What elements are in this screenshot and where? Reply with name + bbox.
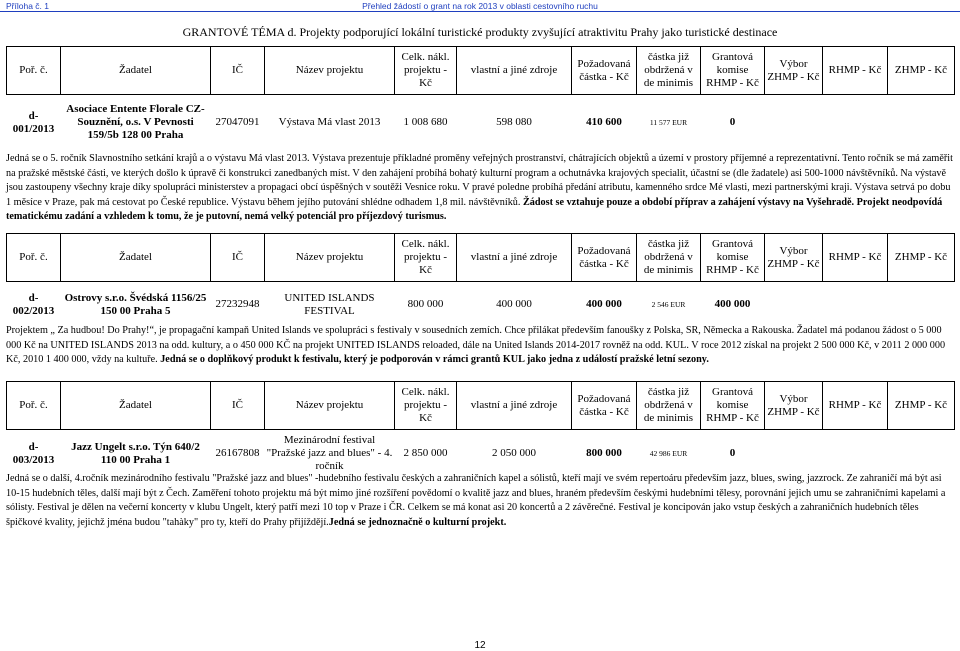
project-description [6, 324, 956, 368]
own-sources: 2 050 000 [492, 447, 536, 460]
col-header-pozadovana: Požadovaná částka - Kč [572, 234, 637, 282]
de-minimis-amount: 11 577 EUR [649, 118, 688, 128]
description-conclusion: Jedná se jednoznačně o kulturní projekt. [328, 516, 507, 528]
col-header-zadatel: Žadatel [61, 47, 211, 95]
zhmp-amount [888, 282, 955, 328]
table-row [7, 282, 955, 328]
project-description [6, 472, 956, 530]
col-header-rhmp: RHMP - Kč [823, 234, 888, 282]
rhmp-amount [823, 430, 888, 478]
col-header-ic: IČ [211, 382, 265, 430]
header-row [7, 47, 955, 95]
applicant: Ostrovy s.r.o. Švédská 1156/25 150 00 Praha 5 [64, 291, 207, 317]
col-header-ic: IČ [211, 47, 265, 95]
rhmp-amount [823, 282, 888, 328]
project-number: d-002/2013 [12, 291, 55, 317]
own-sources: 598 080 [496, 116, 532, 129]
description-text: Jedná se o další, 4.ročník mezinárodního festivalu "Pražské jazz and blues" -hudebního festivalu českých a zahraničních kapel a sólistů, kteří mají ve svém repertoáru především jazz, blues, swing, jazzrock. Ze zahraničí má být asi 10-15 hudebních těles, další mají být z Čech. Zaměření tohoto projektu má být mimo jiné rozšíření povědomí o kvalitě jazz and blues, hraném především českými hudebními tělesy, porovnání jejich umu se zahraničními kapelami a sólisty. Festival je dělen na večerní koncerty v klubu Ungelt, který patří mezi 10 top v Praze i ČR. Celkem se má konat asi 20 koncertů a 2 závěrečné. Festival je koncipován jako vstup českých a zahraničních hudebních těles špičkové kvality, jejichž jména budou "tahàky" pro ty, kteří do Prahy přijíždějí. [6, 473, 946, 528]
requested-amount: 400 000 [586, 298, 622, 311]
zhmp-amount [888, 95, 955, 151]
description-conclusion: Žádost se vztahuje pouze a období příprav a zahájení výstavy na Vyšehradě. Projekt neodpovídá tematickému zadání a vzhledem k tomu, že je putovní, nemá velký potenciál pro příjezdový turismus. [6, 196, 943, 222]
col-header-celk: Celk. nákl. projektu - Kč [395, 382, 457, 430]
col-header-castka-jiz: částka již obdržená v de minimis [637, 382, 701, 430]
col-header-celk: Celk. nákl. projektu - Kč [395, 47, 457, 95]
grant-committee-amount: 0 [729, 116, 736, 129]
description-text: Projektem „ Za hudbou! Do Prahy!“, je propagační kampaň United Islands ve spolupráci s festivaly v sousedních zemích. Chce přilákat především fanoušky z Polska, SR, Německa a Rakouska. Žadatel má podanou žádost o 5 000 000 Kč na UNITED ISLANDS 2013 na odd. kultury, a o 450 000 KČ na projekt UNITED ISLANDS reloaded, dále na United Islands 2014-2017 rovněž na odd. KUL. V roce 2012 získal na projekt 2 500 000 Kč, v 2011 2 000 000 Kč, 2010 1 400 000, vždy na kultuře. [6, 325, 946, 365]
attachment-label: Příloha č. 1 [6, 1, 49, 11]
own-sources: 400 000 [496, 298, 532, 311]
header-row [7, 382, 955, 430]
applicant: Jazz Ungelt s.r.o. Týn 640/2 110 00 Praha 1 [71, 440, 200, 466]
requested-amount: 800 000 [586, 447, 622, 460]
col-header-por: Poř. č. [7, 234, 61, 282]
page-number: 12 [474, 640, 486, 651]
col-header-pozadovana: Požadovaná částka - Kč [572, 47, 637, 95]
total-cost: 2 850 000 [403, 447, 448, 460]
col-header-vybor: Výbor ZHMP - Kč [765, 382, 823, 430]
col-header-castka-jiz: částka již obdržená v de minimis [637, 47, 701, 95]
company-id: 27232948 [215, 298, 260, 311]
company-id: 26167808 [215, 447, 260, 460]
col-header-vlastni: vlastní a jiné zdroje [457, 47, 572, 95]
col-header-nazev: Název projektu [265, 382, 395, 430]
grant-committee-amount: 0 [729, 447, 736, 460]
col-header-nazev: Název projektu [265, 47, 395, 95]
table-row [7, 430, 955, 478]
col-header-por: Poř. č. [7, 382, 61, 430]
header-row [7, 234, 955, 282]
project-name: Mezinárodní festival "Pražské jazz and blues" - 4. ročník [266, 434, 393, 473]
col-header-grantova: Grantová komise RHMP - Kč [701, 47, 765, 95]
col-header-vybor: Výbor ZHMP - Kč [765, 47, 823, 95]
project-table [6, 381, 955, 478]
col-header-rhmp: RHMP - Kč [823, 47, 888, 95]
vybor-amount [765, 95, 823, 151]
col-header-ic: IČ [211, 234, 265, 282]
header-divider [0, 11, 960, 12]
col-header-zhmp: ZHMP - Kč [888, 234, 955, 282]
rhmp-amount [823, 95, 888, 151]
col-header-vybor: Výbor ZHMP - Kč [765, 234, 823, 282]
project-description [6, 152, 956, 225]
project-table [6, 46, 955, 151]
col-header-zadatel: Žadatel [61, 382, 211, 430]
col-header-celk: Celk. nákl. projektu - Kč [395, 234, 457, 282]
grant-committee-amount: 400 000 [714, 298, 751, 311]
col-header-zhmp: ZHMP - Kč [888, 382, 955, 430]
project-table [6, 233, 955, 328]
col-header-vlastni: vlastní a jiné zdroje [457, 382, 572, 430]
de-minimis-amount: 42 986 EUR [649, 449, 688, 459]
total-cost: 800 000 [407, 298, 444, 311]
applicant: Asociace Entente Florale CZ-Souznění, o.s. V Pevnosti 159/5b 128 00 Praha [66, 103, 205, 142]
vybor-amount [765, 430, 823, 478]
total-cost: 1 008 680 [403, 116, 448, 129]
project-number: d-003/2013 [12, 440, 55, 466]
col-header-grantova: Grantová komise RHMP - Kč [701, 382, 765, 430]
project-name: UNITED ISLANDS FESTIVAL [284, 291, 375, 317]
vybor-amount [765, 282, 823, 328]
table-row [7, 95, 955, 151]
col-header-por: Poř. č. [7, 47, 61, 95]
col-header-nazev: Název projektu [265, 234, 395, 282]
page-header-title: Přehled žádostí o grant na rok 2013 v oblasti cestovního ruchu [362, 1, 598, 11]
col-header-vlastni: vlastní a jiné zdroje [457, 234, 572, 282]
col-header-rhmp: RHMP - Kč [823, 382, 888, 430]
col-header-zhmp: ZHMP - Kč [888, 47, 955, 95]
project-name: Výstava Má vlast 2013 [278, 116, 381, 129]
project-number: d-001/2013 [12, 109, 55, 135]
col-header-grantova: Grantová komise RHMP - Kč [701, 234, 765, 282]
requested-amount: 410 600 [586, 116, 622, 129]
de-minimis-amount: 2 546 EUR [651, 300, 686, 310]
col-header-zadatel: Žadatel [61, 234, 211, 282]
grant-topic-title: GRANTOVÉ TÉMA d. Projekty podporující lokální turistické produkty zvyšující atraktivitu Prahy jako turistické destinace [182, 25, 778, 39]
description-conclusion: Jedná se o doplňkový produkt k festivalu, který je podporován v rámci grantů KUL jako jedna z událostí pražské letní sezony. [160, 354, 709, 365]
zhmp-amount [888, 430, 955, 478]
description-text: Jedná se o 5. ročník Slavnostního setkání krajů a o výstavu Má vlast 2013. Výstava prezentuje příkladné proměny veřejných prostranství, chátrajících objektů a území v prostory příjemné a reprezentativní. Tento ročník se má zaměřit na pražské městské části, ve kterých došlo k úpravě či konstrukci zanedbaných míst. V den zahájení probíhá bohatý kulturní program a ochutnávka krajových specialit, účastní se (dle žadatele) asi 500-1000 návštěvníků. Na výstavě jsou zastoupeny všechny kraje díky spolupráci ministerstev a propagaci obcí úspěšných v soutěži Vesnice roku. V pravé poledne probíhá předání atributu, kamenného srdce Mé vlasti, mezi partnerskými kraji. Výstava setrvá po dobu 1 měsíce v Praze, pak má cestovat po České republice. Výstavu během jejího putování shlédne odhadem 1,8 mil. návštěvníků. [6, 153, 953, 208]
company-id: 27047091 [215, 116, 260, 129]
col-header-pozadovana: Požadovaná částka - Kč [572, 382, 637, 430]
col-header-castka-jiz: částka již obdržená v de minimis [637, 234, 701, 282]
